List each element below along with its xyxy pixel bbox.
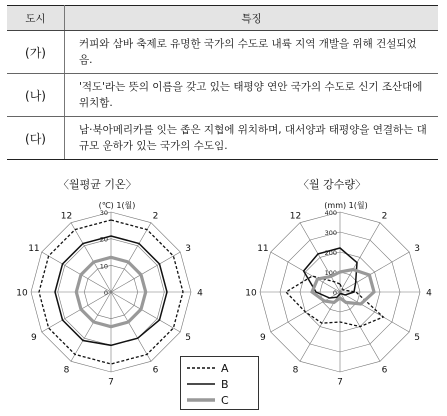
solid-line-icon bbox=[187, 381, 215, 387]
legend-label: A bbox=[221, 361, 229, 375]
month-label: 7 bbox=[337, 377, 343, 388]
city-table bbox=[7, 5, 438, 160]
grid-spoke bbox=[340, 292, 409, 332]
dashed-line-icon bbox=[187, 365, 215, 371]
table-row bbox=[7, 31, 438, 74]
tick-label: 20 bbox=[99, 235, 108, 244]
tick-label: 200 bbox=[324, 249, 337, 257]
month-label: 8 bbox=[63, 365, 70, 376]
month-label: 12 bbox=[60, 211, 73, 222]
month-label: 2 bbox=[152, 211, 159, 222]
table-row bbox=[7, 117, 438, 160]
row-description: '적도'라는 뜻의 이름을 갖고 있는 태평양 연안 국가의 수도로 신기 조산대에 위치함. bbox=[65, 74, 439, 117]
precipitation-chart-title: 〈월 강수량〉 bbox=[298, 178, 367, 191]
tick-label: 10 bbox=[99, 262, 108, 271]
month-label: 9 bbox=[31, 333, 37, 343]
header-city: 도시 bbox=[7, 6, 65, 31]
unit-label: (mm) 1(월) bbox=[324, 201, 368, 210]
legend-label: C bbox=[221, 393, 229, 407]
thick-gray-line-icon bbox=[187, 397, 215, 403]
month-label: 2 bbox=[381, 211, 388, 222]
header-feature: 특징 bbox=[65, 6, 439, 31]
grid-spoke bbox=[340, 223, 380, 292]
tick-label: 400 bbox=[324, 209, 337, 217]
unit-label: (℃) 1(월) bbox=[98, 201, 136, 210]
month-label: 11 bbox=[28, 244, 40, 254]
legend-item-a bbox=[181, 360, 258, 376]
temperature-radar-chart bbox=[11, 180, 211, 388]
month-label: 6 bbox=[381, 365, 388, 376]
month-label: 5 bbox=[185, 333, 191, 343]
temperature-chart-title: 〈월평균 기온〉 bbox=[58, 178, 137, 191]
row-description: 커피와 삼바 축제로 유명한 국가의 수도로 내륙 지역 개발을 위해 건설되었음. bbox=[65, 31, 439, 74]
legend-item-c bbox=[181, 392, 258, 408]
legend-item-b bbox=[181, 376, 258, 392]
month-label: 5 bbox=[414, 333, 420, 343]
month-label: 10 bbox=[245, 288, 257, 299]
row-description: 남·북아메리카를 잇는 좁은 지협에 위치하며, 대서양과 태평양을 연결하는 대규모 운하가 있는 국가의 수도임. bbox=[65, 117, 439, 160]
month-label: 7 bbox=[108, 377, 114, 388]
month-label: 9 bbox=[260, 333, 266, 343]
month-label: 4 bbox=[426, 288, 432, 299]
precipitation-radar-chart bbox=[240, 180, 440, 388]
month-label: 10 bbox=[16, 288, 28, 299]
grid-spoke bbox=[340, 252, 409, 292]
tick-label: 100 bbox=[324, 269, 337, 277]
month-label: 11 bbox=[257, 244, 269, 254]
month-label: 3 bbox=[185, 244, 191, 254]
tick-label: 300 bbox=[324, 229, 337, 237]
row-label: (가) bbox=[7, 31, 65, 74]
tick-label: 0 bbox=[103, 289, 108, 297]
legend-label: B bbox=[221, 377, 229, 391]
row-label: (다) bbox=[7, 117, 65, 160]
chart-legend bbox=[180, 356, 259, 410]
month-label: 4 bbox=[197, 288, 203, 299]
month-label: 12 bbox=[289, 211, 302, 222]
month-label: 6 bbox=[152, 365, 159, 376]
row-label: (나) bbox=[7, 74, 65, 117]
tick-label: 30 bbox=[99, 209, 108, 217]
tick-label: 0 bbox=[332, 289, 337, 297]
month-label: 3 bbox=[414, 244, 420, 254]
month-label: 8 bbox=[292, 365, 299, 376]
table-row bbox=[7, 74, 438, 117]
